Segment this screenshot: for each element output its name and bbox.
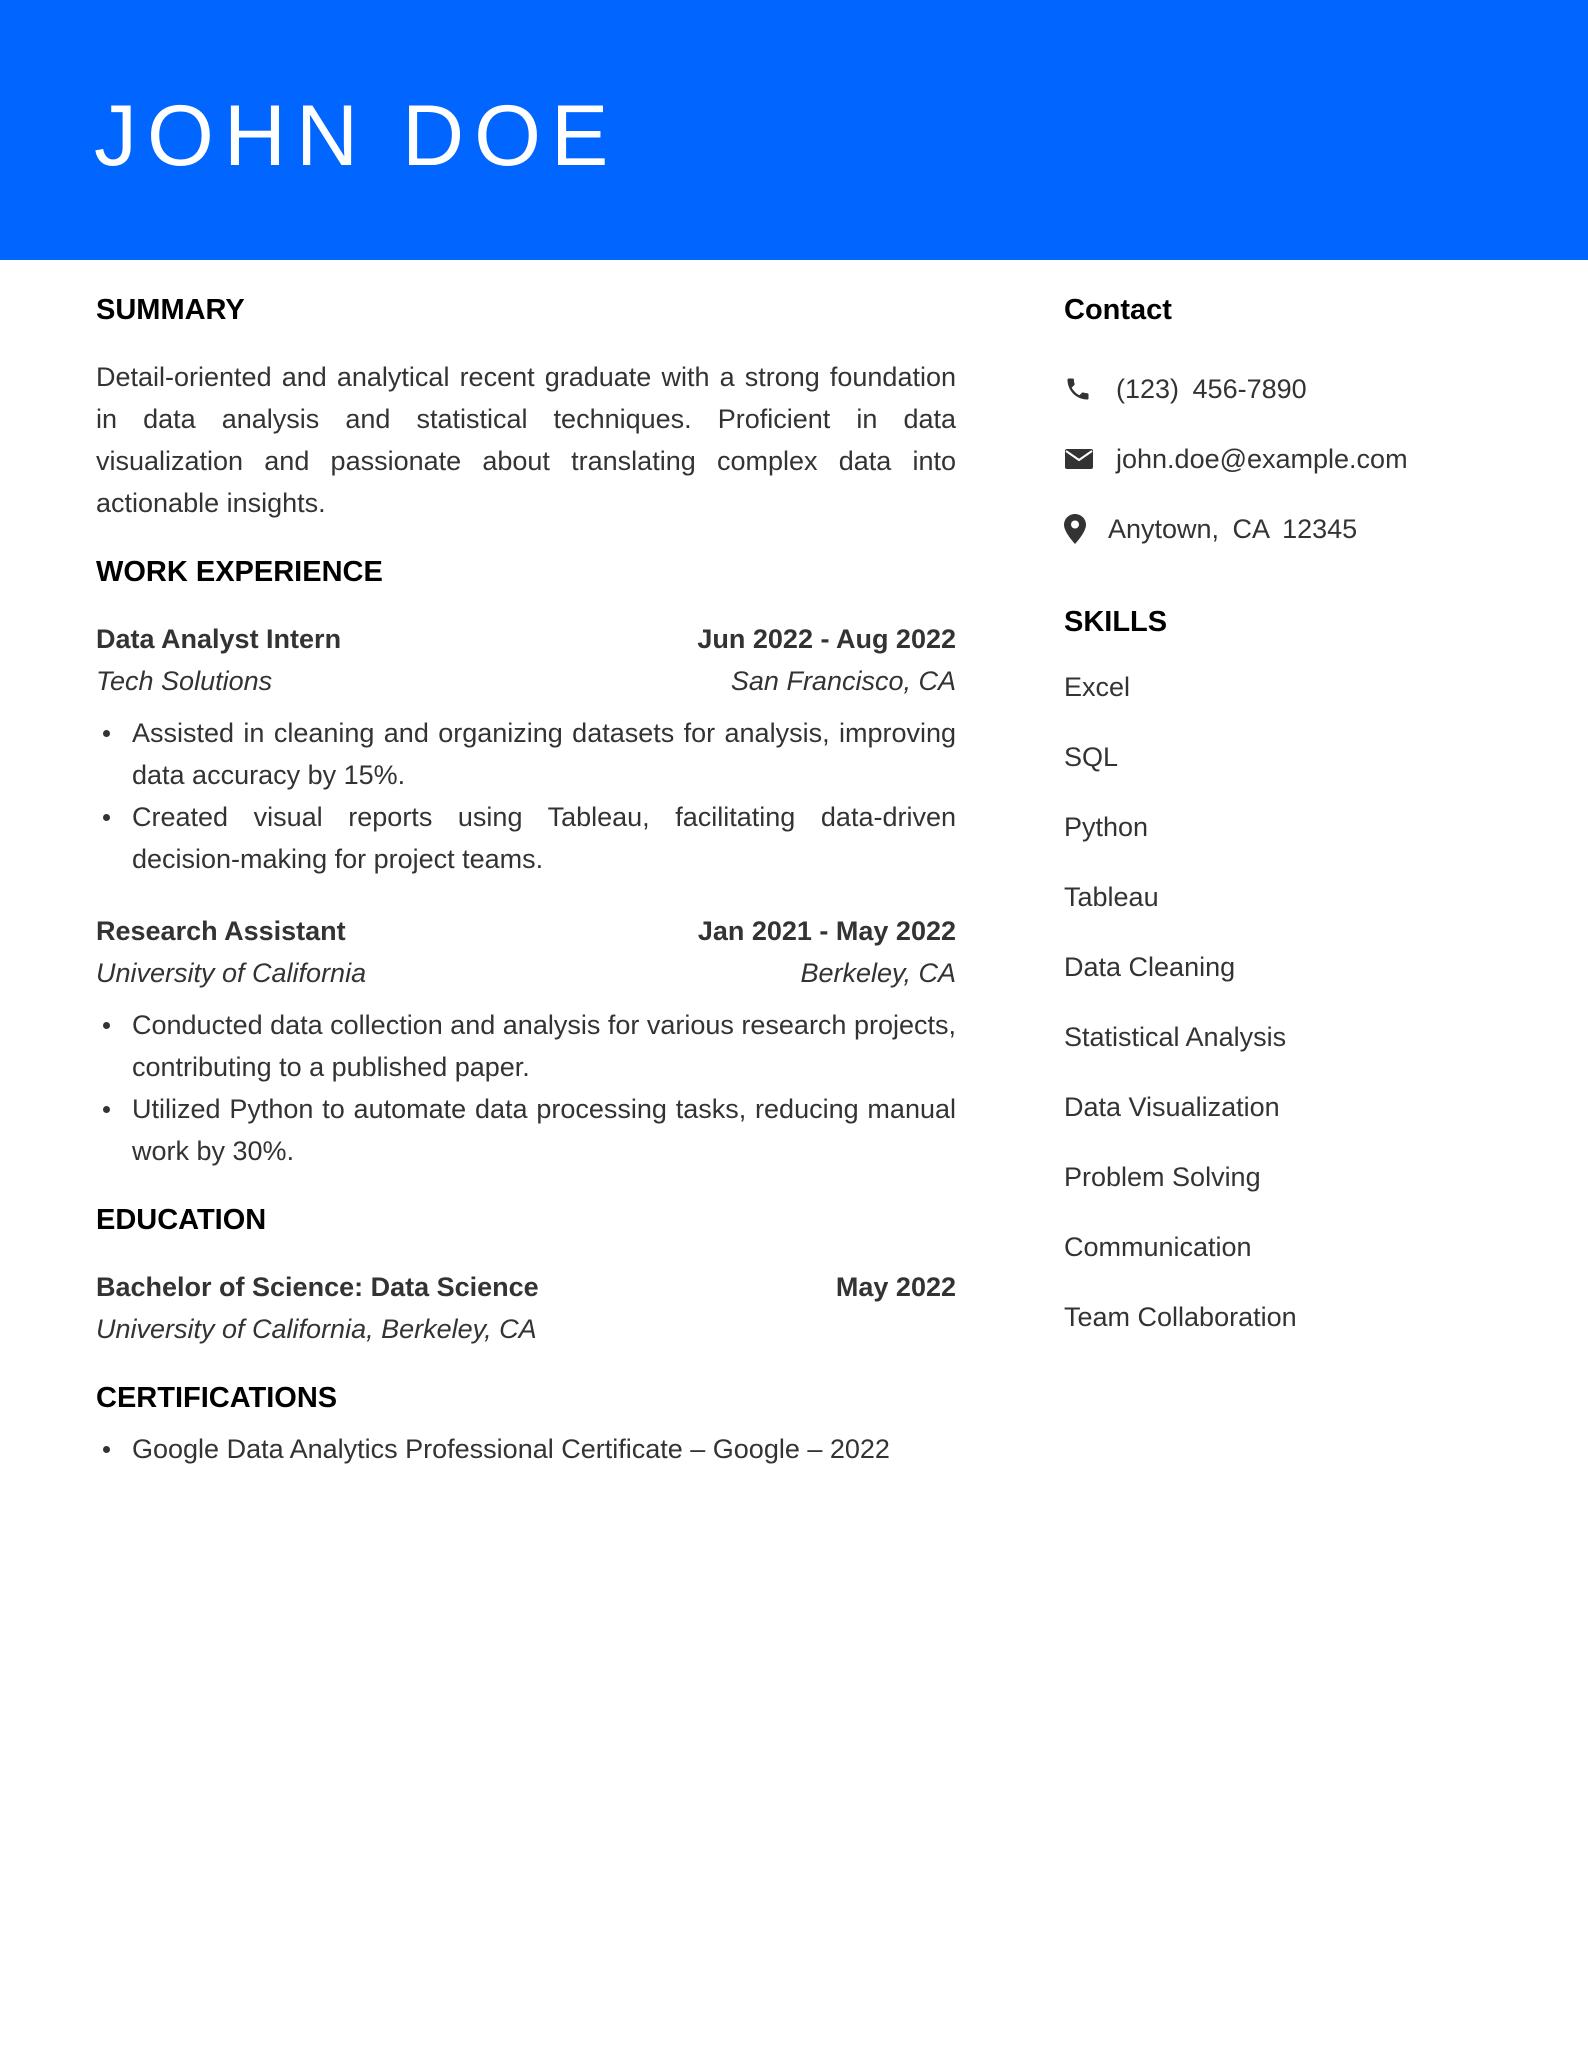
skills-section xyxy=(1064,602,1524,1338)
bullet-dot-icon xyxy=(103,730,110,737)
contact-phone xyxy=(1064,368,1524,410)
skill-item: Data Cleaning xyxy=(1064,952,1236,982)
skill-item: SQL xyxy=(1064,742,1119,772)
education-section xyxy=(96,1200,956,1350)
job-dates: Jan 2021 - May 2022 xyxy=(697,916,956,946)
job-company: University of California xyxy=(96,958,367,988)
job-bullets xyxy=(96,1004,956,1172)
job-bullet xyxy=(132,1088,956,1172)
contact-heading: Contact xyxy=(1064,294,1172,326)
work-experience-heading: WORK EXPERIENCE xyxy=(96,556,383,588)
job-entry xyxy=(96,910,956,1172)
job-bullet-text: Utilized Python to automate data processing tasks, reducing manual work by 30%. xyxy=(132,1094,956,1166)
bullet-dot-icon xyxy=(103,1022,110,1029)
job-entry xyxy=(96,618,956,880)
job-bullet-text: Conducted data collection and analysis for various research projects, contributing to a published paper. xyxy=(132,1010,956,1082)
summary-section xyxy=(96,290,956,524)
bullet-dot-icon xyxy=(103,1446,110,1453)
job-bullet-text: Created visual reports using Tableau, facilitating data-driven decision-making for project teams. xyxy=(132,802,956,874)
skills-list xyxy=(1064,666,1524,1338)
job-location: San Francisco, CA xyxy=(730,666,956,696)
job-bullet-text: Assisted in cleaning and organizing datasets for analysis, improving data accuracy by 15%. xyxy=(132,718,956,790)
certifications-section xyxy=(96,1378,956,1470)
envelope-icon xyxy=(1064,444,1098,474)
summary-text: Detail-oriented and analytical recent graduate with a strong foundation in data analysis and statistical techniques. Proficient in data visualization and passionate about translating complex data into actionable insights. xyxy=(96,362,956,518)
skill-item: Communication xyxy=(1064,1232,1252,1262)
phone-number: (123) 456-7890 xyxy=(1116,373,1307,404)
certifications-heading: CERTIFICATIONS xyxy=(96,1382,338,1414)
job-company: Tech Solutions xyxy=(96,666,273,696)
skill-item: Tableau xyxy=(1064,882,1159,912)
job-role: Research Assistant xyxy=(96,916,346,946)
skill-item: Data Visualization xyxy=(1064,1092,1280,1122)
degree: Bachelor of Science: Data Science xyxy=(96,1272,539,1302)
bullet-dot-icon xyxy=(103,1106,110,1113)
education-entry xyxy=(96,1266,956,1350)
job-bullet xyxy=(132,1004,956,1088)
graduation-date: May 2022 xyxy=(835,1272,956,1302)
job-bullets xyxy=(96,712,956,880)
skill-item: Excel xyxy=(1064,672,1131,702)
bullet-dot-icon xyxy=(103,814,110,821)
summary-heading: SUMMARY xyxy=(96,294,245,326)
skills-heading: SKILLS xyxy=(1064,606,1168,638)
contact-section xyxy=(1064,290,1524,550)
email-address: john.doe@example.com xyxy=(1116,443,1408,474)
phone-icon xyxy=(1064,374,1098,404)
job-bullet xyxy=(132,712,956,796)
map-pin-icon xyxy=(1064,514,1092,544)
work-experience-section xyxy=(96,552,956,1172)
skill-item: Problem Solving xyxy=(1064,1162,1261,1192)
main-column xyxy=(96,290,956,1470)
skill-item: Team Collaboration xyxy=(1064,1302,1297,1332)
job-location: Berkeley, CA xyxy=(800,958,956,988)
job-role: Data Analyst Intern xyxy=(96,624,342,654)
skill-item: Python xyxy=(1064,812,1149,842)
job-bullet xyxy=(132,796,956,880)
school: University of California, Berkeley, CA xyxy=(96,1314,537,1344)
location-text: Anytown, CA 12345 xyxy=(1108,513,1358,544)
contact-location xyxy=(1064,508,1524,550)
person-name: JOHN DOE xyxy=(94,88,619,184)
certification-list xyxy=(96,1428,956,1470)
certification-text: Google Data Analytics Professional Certificate – Google – 2022 xyxy=(132,1434,890,1464)
certification-item xyxy=(132,1428,956,1470)
contact-email xyxy=(1064,438,1524,480)
job-dates: Jun 2022 - Aug 2022 xyxy=(697,624,956,654)
skill-item: Statistical Analysis xyxy=(1064,1022,1287,1052)
header-banner xyxy=(0,0,1588,260)
sidebar-column xyxy=(1064,290,1524,1366)
education-heading: EDUCATION xyxy=(96,1204,267,1236)
